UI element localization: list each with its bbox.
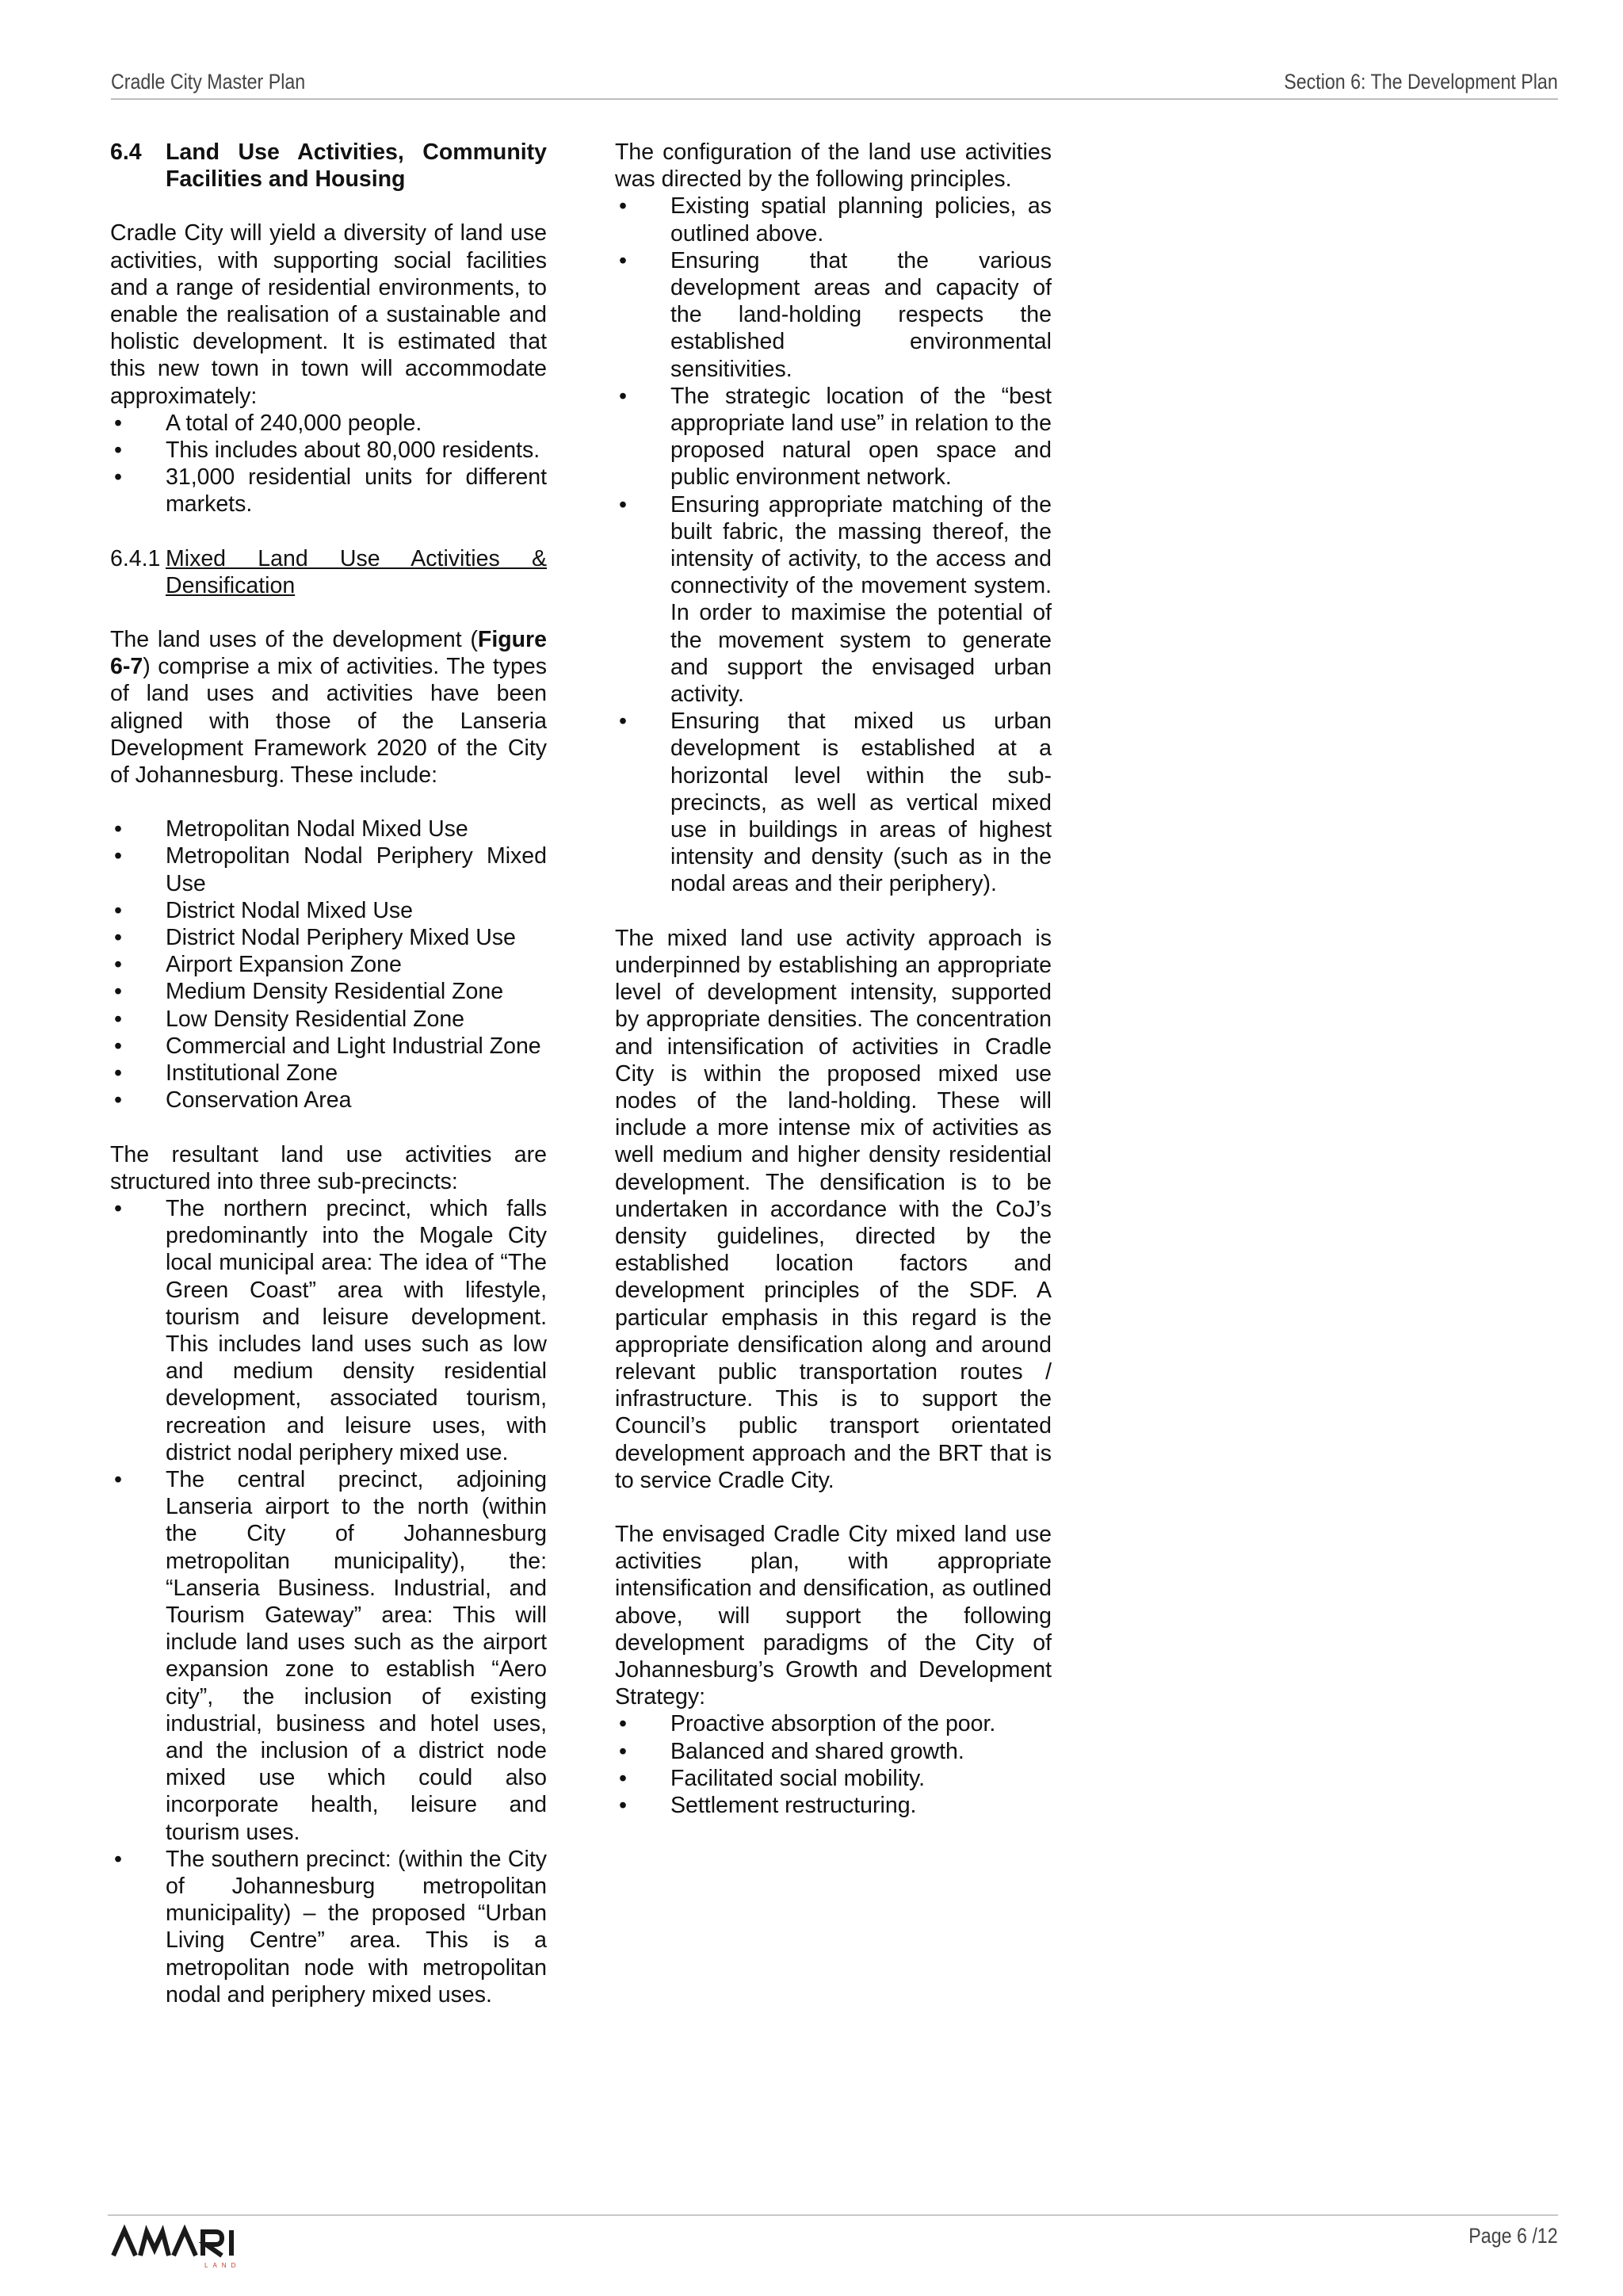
list-item: • Balanced and shared growth. (619, 1738, 964, 1764)
paradigms-list (615, 1710, 1052, 1819)
list-item: • The central precinct, adjoining Lanseria airport to the north (within the City of Johannesburg metropolitan municipality), the: “Lanseria Business. Industrial, and Tourism Gateway” area: This will include land uses such as the airport expansion zone to establish “Aero city”, the inclusion of existing industrial, business and hotel uses, and the inclusion of a district node mixed use which could also incorporate health, leisure and tourism uses. (114, 1466, 547, 1845)
bullet-icon: • (114, 410, 122, 436)
section-heading (110, 139, 547, 193)
list-item: • Facilitated social mobility. (619, 1765, 926, 1791)
bullet-icon: • (114, 816, 122, 842)
page-header (111, 67, 1558, 100)
subsection-number: 6.4.1 (110, 545, 161, 571)
amari-land-logo (111, 2224, 269, 2270)
bullet-icon: • (114, 1060, 122, 1087)
bullet-icon: • (619, 491, 627, 518)
list-item: • Metropolitan Nodal Mixed Use (114, 816, 468, 842)
section-title: Section 6: The Development Plan (1284, 70, 1558, 94)
zones-list (110, 816, 547, 1114)
list-item: • Existing spatial planning policies, as outlined above. (619, 193, 1052, 246)
list-item: • A total of 240,000 people. (114, 410, 422, 436)
intro-paragraph: Cradle City will yield a diversity of land use activities, with supporting social facilities and a range of residential environments, to enable the realisation of a sustainable and holistic development. It is estimated that this new town in town will accommodate approximately: (110, 220, 547, 409)
resultant-paragraph: The resultant land use activities are structured into three sub-precincts: (110, 1141, 547, 1194)
list-item: • Institutional Zone (114, 1060, 338, 1087)
page-number: Page 6 /12 (1468, 2224, 1558, 2248)
bullet-icon: • (619, 1711, 627, 1737)
list-item: • 31,000 residential units for different markets. (114, 464, 547, 518)
principles-list (615, 193, 1052, 897)
mixed-approach-paragraph: The mixed land use activity approach is underpinned by establishing an appropriate level of development intensity, supported by appropriate densities. The concentration and intensification of activities in Cradle City is within the proposed mixed use nodes of the land-holding. These will include a more intense mix of activities as well medium and higher density residential development. The densification is to be undertaken in accordance with the CoJ’s density guidelines, directed by the established location factors and development principles of the SDF. A particular emphasis in this regard is the appropriate densification along and around relevant public transportation routes / infrastructure. This is to support the Council’s public transport orientated development approach and the BRT that is to service Cradle City. (615, 925, 1052, 1493)
bullet-icon: • (619, 709, 627, 735)
envisaged-paragraph: The envisaged Cradle City mixed land use activities plan, with appropriate intensification and densification, as outlined above, will support the following development paradigms of the City of Johannesburg’s Growth and Development Strategy: (615, 1521, 1052, 1710)
section-heading-text: Land Use Activities, Community Facilities and Housing (166, 139, 547, 193)
bullet-icon: • (619, 383, 627, 409)
bullet-icon: • (619, 1765, 627, 1791)
list-item: • Conservation Area (114, 1087, 352, 1114)
bullet-icon: • (114, 979, 122, 1005)
list-item: • The strategic location of the “best appropriate land use” in relation to the proposed natural open space and public environment network. (619, 383, 1052, 491)
list-item: • Metropolitan Nodal Periphery Mixed Use (114, 843, 547, 896)
list-item: • Ensuring appropriate matching of the built fabric, the massing thereof, the intensity of activity, to the access and connectivity of the movement system. In order to maximise the potential of the movement system to generate and support the envisaged urban activity. (619, 491, 1052, 708)
bullet-icon: • (619, 247, 627, 273)
list-item: • Low Density Residential Zone (114, 1006, 465, 1032)
list-item: • Ensuring that mixed us urban development is established at a horizontal level within the sub-precincts, as well as vertical mixed use in buildings in areas of highest intensity and density (such as in the nodal areas and their periphery). (619, 709, 1052, 897)
list-item: • Medium Density Residential Zone (114, 979, 504, 1005)
list-item: • The northern precinct, which falls predominantly into the Mogale City local municipal area: The idea of “The Green Coast” area with lifestyle, tourism and leisure development. This includes land uses such as low and medium density residential development, associated tourism, recreation and leisure uses, with district nodal periphery mixed use. (114, 1195, 547, 1465)
document-title: Cradle City Master Plan (111, 70, 306, 94)
subsection-heading-text: Mixed Land Use Activities & Densification (166, 545, 547, 598)
land-uses-paragraph: The land uses of the development (Figure 6-7) comprise a mix of activities. The types of land uses and activities have been aligned with those of the Lanseria Development Framework 2020 of the City of Johannesburg. These include: (110, 627, 547, 789)
right-column (615, 139, 1052, 1819)
list-item: • District Nodal Mixed Use (114, 897, 413, 923)
bullet-icon: • (114, 952, 122, 978)
estimates-list (110, 410, 547, 518)
bullet-icon: • (114, 897, 122, 923)
subsection-heading (110, 545, 547, 599)
configuration-paragraph: The configuration of the land use activities was directed by the following principles. (615, 139, 1052, 193)
section-number: 6.4 (110, 139, 142, 165)
bullet-icon: • (619, 1738, 627, 1764)
bullet-icon: • (619, 193, 627, 220)
list-item: • This includes about 80,000 residents. (114, 437, 540, 464)
bullet-icon: • (114, 1195, 122, 1221)
precincts-list (110, 1195, 547, 2008)
left-column (110, 139, 547, 2008)
list-item: • Ensuring that the various development areas and capacity of the land-holding respects the established environmental sensitivities. (619, 247, 1052, 382)
bullet-icon: • (114, 437, 122, 464)
list-item: • Proactive absorption of the poor. (619, 1711, 996, 1737)
list-item: • District Nodal Periphery Mixed Use (114, 925, 516, 951)
bullet-icon: • (114, 1033, 122, 1059)
list-item: • Settlement restructuring. (619, 1792, 917, 1818)
figure-reference: Figure 6-7 (110, 627, 547, 680)
svg-text:LAND: LAND (204, 2262, 241, 2269)
list-item: • The southern precinct: (within the City of Johannesburg metropolitan municipality) – the proposed “Urban Living Centre” area. This is a metropolitan node with metropolitan nodal and periphery mixed uses. (114, 1846, 547, 2008)
bullet-icon: • (114, 1006, 122, 1032)
bullet-icon: • (114, 843, 122, 869)
bullet-icon: • (114, 1087, 122, 1114)
footer-rule (108, 2214, 1558, 2216)
bullet-icon: • (619, 1792, 627, 1818)
list-item: • Commercial and Light Industrial Zone (114, 1033, 541, 1059)
list-item: • Airport Expansion Zone (114, 952, 402, 978)
bullet-icon: • (114, 1846, 122, 1872)
bullet-icon: • (114, 925, 122, 951)
bullet-icon: • (114, 1466, 122, 1492)
bullet-icon: • (114, 464, 122, 491)
